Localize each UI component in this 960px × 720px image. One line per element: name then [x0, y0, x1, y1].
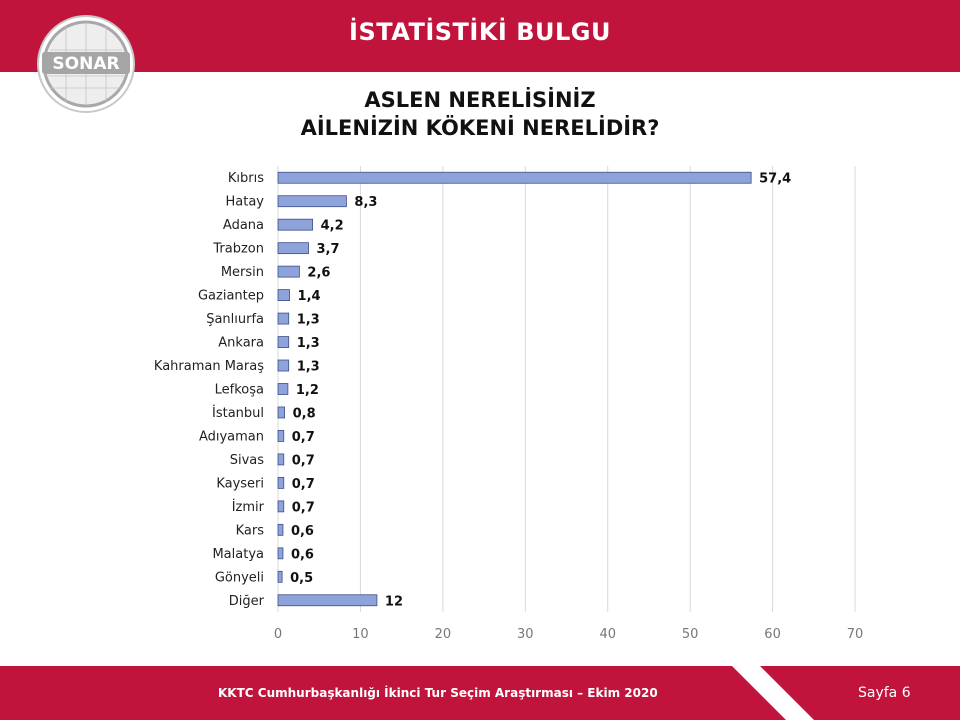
data-label: 1,4: [297, 289, 321, 305]
category-label: Şanlıurfa: [206, 312, 264, 328]
x-tick-label: 60: [764, 627, 781, 642]
category-label: Hatay: [225, 194, 264, 210]
x-tick-label: 50: [681, 627, 699, 642]
category-label: Lefkoşa: [214, 382, 264, 398]
chart-gridlines: [278, 166, 855, 612]
category-label: Gönyeli: [214, 570, 264, 586]
chart-labels: [154, 171, 863, 642]
x-tick-label: 30: [517, 627, 534, 642]
data-label: 2,6: [307, 265, 331, 281]
bar: [278, 477, 284, 488]
data-label: 1,3: [296, 312, 320, 328]
bar: [278, 430, 284, 441]
category-label: Adana: [222, 218, 264, 234]
bar: [278, 360, 289, 371]
bar: [278, 548, 283, 559]
bar: [278, 595, 377, 606]
category-label: Diğer: [228, 593, 264, 609]
footer-survey-title: KKTC Cumhurbaşkanlığı İkinci Tur Seçim Araştırması – Ekim 2020: [218, 686, 658, 700]
x-tick-label: 20: [434, 627, 452, 642]
data-label: 57,4: [759, 171, 792, 187]
bar: [278, 501, 284, 512]
bar: [278, 219, 313, 230]
category-label: İstanbul: [211, 405, 264, 421]
category-label: Adıyaman: [198, 429, 264, 445]
bar: [278, 337, 289, 348]
data-label: 0,6: [290, 523, 314, 539]
bar: [278, 172, 751, 183]
data-label: 12: [384, 594, 404, 610]
data-label: 0,7: [291, 476, 315, 492]
bar: [278, 243, 308, 254]
bar: [278, 313, 289, 324]
x-tick-label: 40: [599, 627, 616, 642]
category-label: Kahraman Maraş: [153, 359, 264, 375]
footer-stripe-decoration: [720, 666, 830, 720]
bar: [278, 407, 285, 418]
bar: [278, 384, 288, 395]
bar: [278, 196, 346, 207]
logo-text: SONAR: [52, 54, 120, 74]
category-label: Sivas: [229, 452, 264, 468]
data-label: 4,2: [320, 218, 344, 234]
chart-bars: [278, 172, 751, 606]
data-label: 0,6: [290, 547, 314, 563]
page-title: İSTATİSTİKİ BULGU: [349, 18, 611, 46]
bar: [278, 454, 284, 465]
bar: [278, 524, 283, 535]
page-number: Sayfa 6: [858, 685, 911, 701]
category-label: Ankara: [218, 335, 264, 351]
category-label: Kayseri: [216, 476, 264, 492]
data-label: 1,2: [295, 383, 319, 398]
data-label: 0,7: [291, 429, 315, 445]
category-label: Gaziantep: [197, 288, 264, 304]
data-label: 0,7: [291, 500, 315, 516]
category-label: Trabzon: [213, 241, 264, 257]
data-label: 1,3: [296, 359, 320, 375]
bar: [278, 266, 299, 277]
x-tick-label: 0: [273, 627, 283, 642]
bar: [278, 571, 282, 582]
category-label: Mersin: [220, 265, 264, 281]
data-label: 0,8: [292, 406, 316, 422]
category-label: Kars: [235, 523, 264, 539]
data-label: 1,3: [296, 336, 320, 352]
category-label: Malatya: [212, 546, 264, 562]
category-label: İzmir: [231, 499, 264, 515]
x-tick-label: 10: [352, 627, 369, 642]
data-label: 3,7: [316, 242, 340, 258]
x-tick-label: 70: [846, 627, 864, 642]
data-label: 0,5: [290, 570, 314, 586]
bar: [278, 290, 290, 301]
data-label: 8,3: [354, 195, 378, 211]
chart-title-line-1: ASLEN NERELİSİNİZ: [364, 88, 596, 112]
chart-title-line-2: AİLENİZİN KÖKENİ NERELİDİR?: [300, 116, 660, 140]
category-label: Kıbrıs: [227, 171, 264, 187]
data-label: 0,7: [291, 453, 315, 469]
